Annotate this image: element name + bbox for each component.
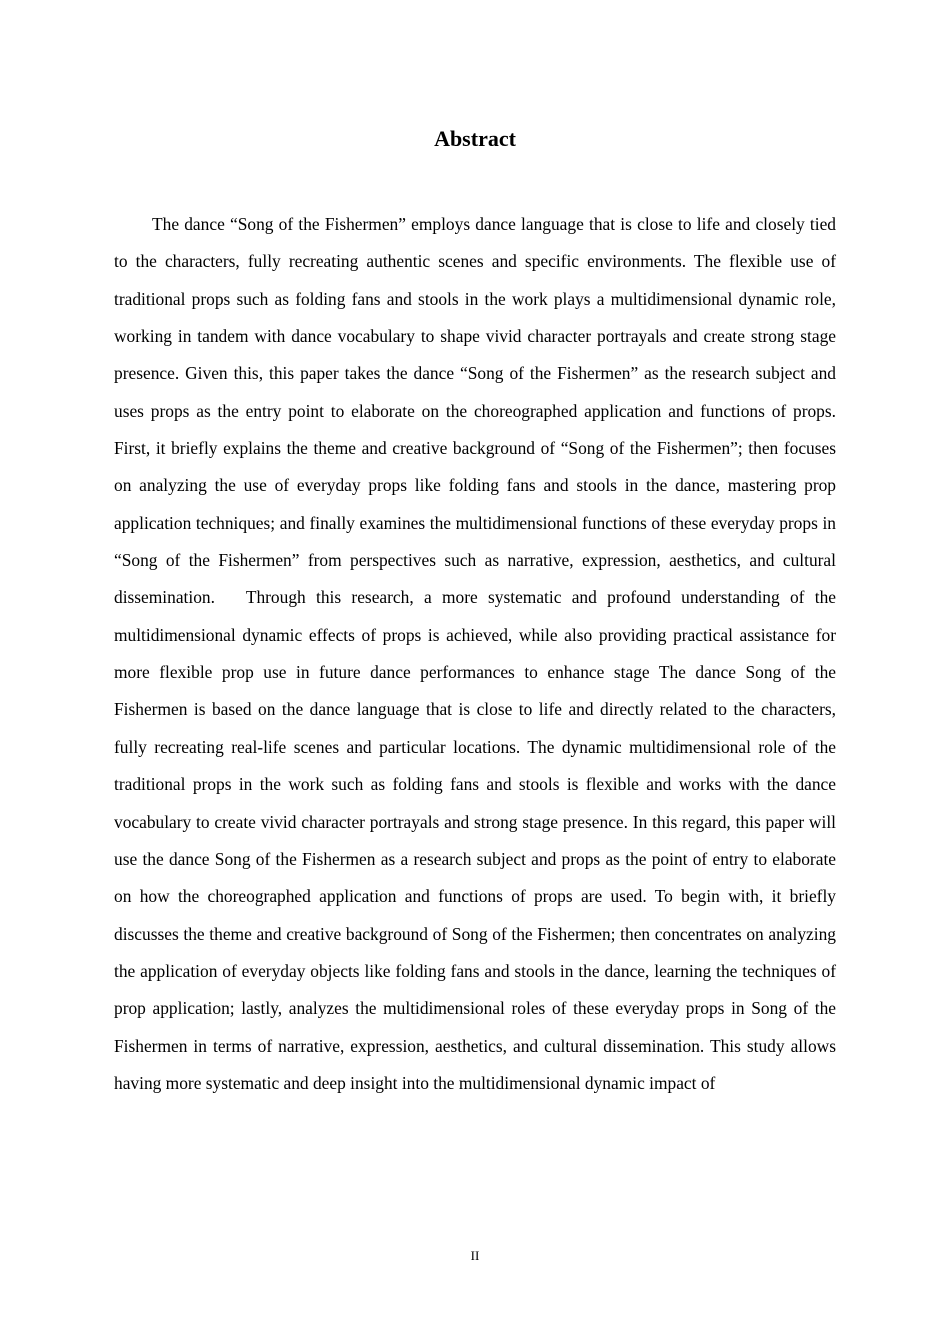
abstract-title: Abstract <box>434 126 516 151</box>
abstract-body-text: The dance “Song of the Fishermen” employs dance language that is close to life and closely tied to the characters, fully recreating authentic scenes and specific environments. The flexible use of traditional props such as folding fans and stools in the work plays a multidimensional dynamic role, working in tandem with dance vocabulary to shape vivid character portrayals and create strong stage presence. Given this, this paper takes the dance “Song of the Fishermen” as the research subject and uses props as the entry point to elaborate on the choreographed application and functions of props. First, it briefly explains the theme and creative background of “Song of the Fishermen”; then focuses on analyzing the use of everyday props like folding fans and stools in the dance, mastering prop application techniques; and finally examines the multidimensional functions of these everyday props in “Song of the Fishermen” from perspectives such as narrative, expression, aesthetics, and cultural dissemination. Through this research, a more systematic and profound understanding of the multidimensional dynamic effects of props is achieved, while also providing practical assistance for more flexible prop use in future dance performances to enhance stage The dance Song of the Fishermen is based on the dance language that is close to life and directly related to the characters, fully recreating real-life scenes and particular locations. The dynamic multidimensional role of the traditional props in the work such as folding fans and stools is flexible and works with the dance vocabulary to create vivid character portrayals and strong stage presence. In this regard, this paper will use the dance Song of the Fishermen as a research subject and props as the point of entry to elaborate on how the choreographed application and functions of props are used. To begin with, it briefly discusses the theme and creative background of Song of the Fishermen; then concentrates on analyzing the application of everyday objects like folding fans and stools in the dance, learning the techniques of prop application; lastly, analyzes the multidimensional roles of these everyday props in Song of the Fishermen in terms of narrative, expression, aesthetics, and cultural dissemination. This study allows having more systematic and deep insight into the multidimensional dynamic impact of <box>114 214 836 1093</box>
page-number: II <box>470 1248 480 1263</box>
